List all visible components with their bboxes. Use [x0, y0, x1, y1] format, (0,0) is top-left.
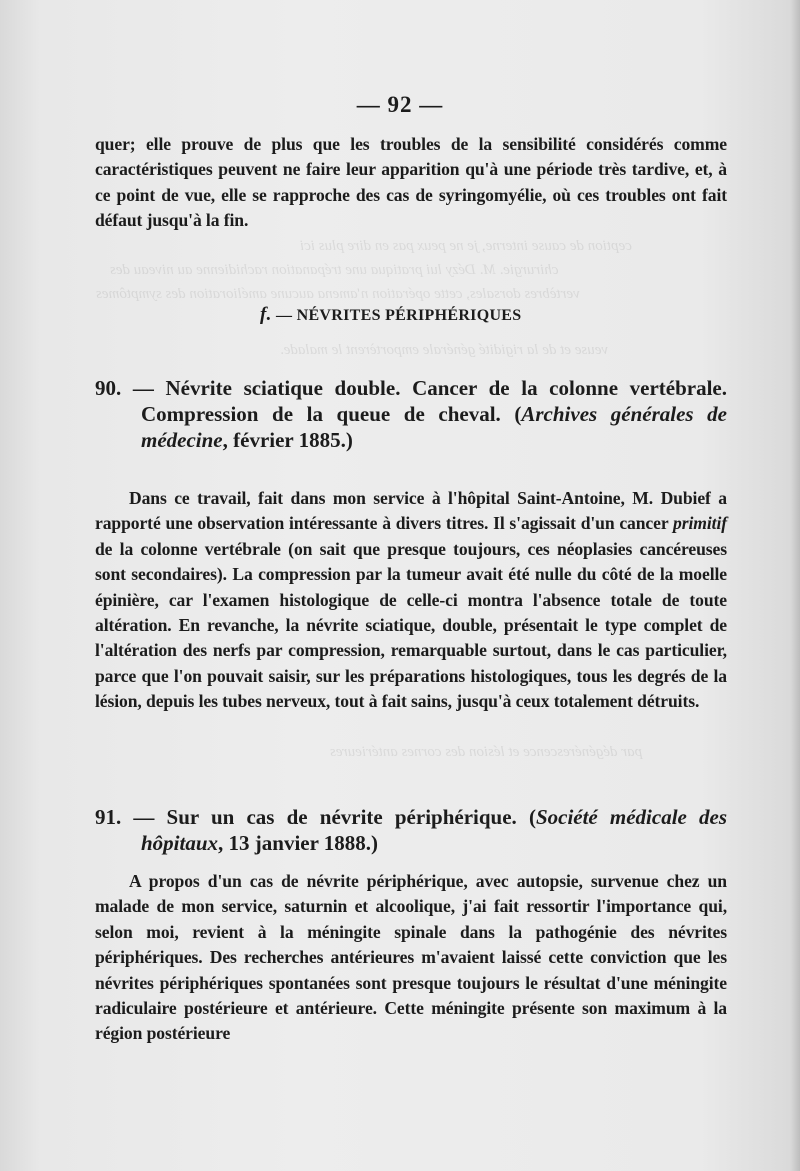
entry-90-body: [95, 486, 727, 715]
entry-number: 90.: [95, 376, 122, 400]
entry-date: , février 1885.): [222, 428, 353, 452]
entry-date: , 13 janvier 1888.): [218, 831, 379, 855]
section-heading: [260, 304, 521, 326]
entry-source: Société médicale des hôpitaux: [141, 805, 727, 855]
entry-number: 91.: [95, 805, 122, 829]
section-letter: f.: [260, 304, 272, 325]
bleed-through-text: ception de cause interne, je ne peux pas en dire plus ici: [300, 238, 632, 254]
bleed-through-text: chirurgie. M. Dézy lui pratiqua une trépanation rachidienne au niveau des: [110, 262, 559, 278]
bibliography-entry-91: [95, 804, 727, 856]
page-number: — 92 —: [356, 92, 444, 117]
entry-source: Archives générales de médecine: [141, 402, 727, 452]
bleed-through-text: veuse et de la rigidité générale emportèrent le malade.: [280, 342, 609, 358]
continuation-paragraph: quer; elle prouve de plus que les troubles de la sensibilité considérés comme caractéristiques peuvent ne faire leur apparition qu'à une période très tardive, et, à ce point de vue, elle se rapproche des cas de syringomyélie, où ces troubles ont fait défaut jusqu'à la fin.: [95, 134, 727, 230]
entry-body-text: Dans ce travail, fait dans mon service à l'hôpital Saint-Antoine, M. Dubief a rapporté une observation intéressante à divers titres. Il s'agissait d'un cancer: [95, 488, 727, 534]
entry-91-body: A propos d'un cas de névrite périphérique, avec autopsie, survenue chez un malade de mon service, saturnin et alcoolique, j'ai fait ressortir l'importance qui, selon moi, revient à la méningite spinale dans la pathogénie des névrites périphériques. Des recherches antérieures m'avaient laissé cette conviction que les névrites périphériques spontanées sont presque toujours le résultat d'une méningite radiculaire postérieure et antérieure. Cette méningite présente son maximum à la région postérieure: [95, 871, 727, 1044]
entry-title: — Névrite sciatique double. Cancer de la colonne vertébrale. Compression de la queue de cheval. (: [132, 376, 727, 426]
entry-body-italic: primitif: [673, 513, 727, 534]
entry-title: — Sur un cas de névrite périphérique. (: [133, 805, 536, 829]
bleed-through-text: par dégénérescence et lésion des cornes antérieures: [330, 744, 643, 760]
section-title: — NÉVRITES PÉRIPHÉRIQUES: [276, 307, 522, 324]
bleed-through-text: vertèbres dorsales, cette opération n'amena aucune amélioration des symptômes: [96, 286, 580, 302]
bibliography-entry-90: [95, 375, 727, 453]
entry-body-text-rest: de la colonne vertébrale (on sait que presque toujours, ces néoplasies cancéreuses sont secondaires). La compression par la tumeur avait été nulle du côté de la moelle épinière, car l'examen histologique de celle-ci montra l'absence totale de toute altération. En revanche, la névrite sciatique, double, présentait le type complet de l'altération des nerfs par compression, remarquable surtout, dans le cas particulier, parce que l'on pouvait saisir, sur les préparations histologiques, tous les degrés de la lésion, depuis les tubes nerveux, tout à fait sains, jusqu'à ceux totalement détruits.: [95, 538, 727, 712]
